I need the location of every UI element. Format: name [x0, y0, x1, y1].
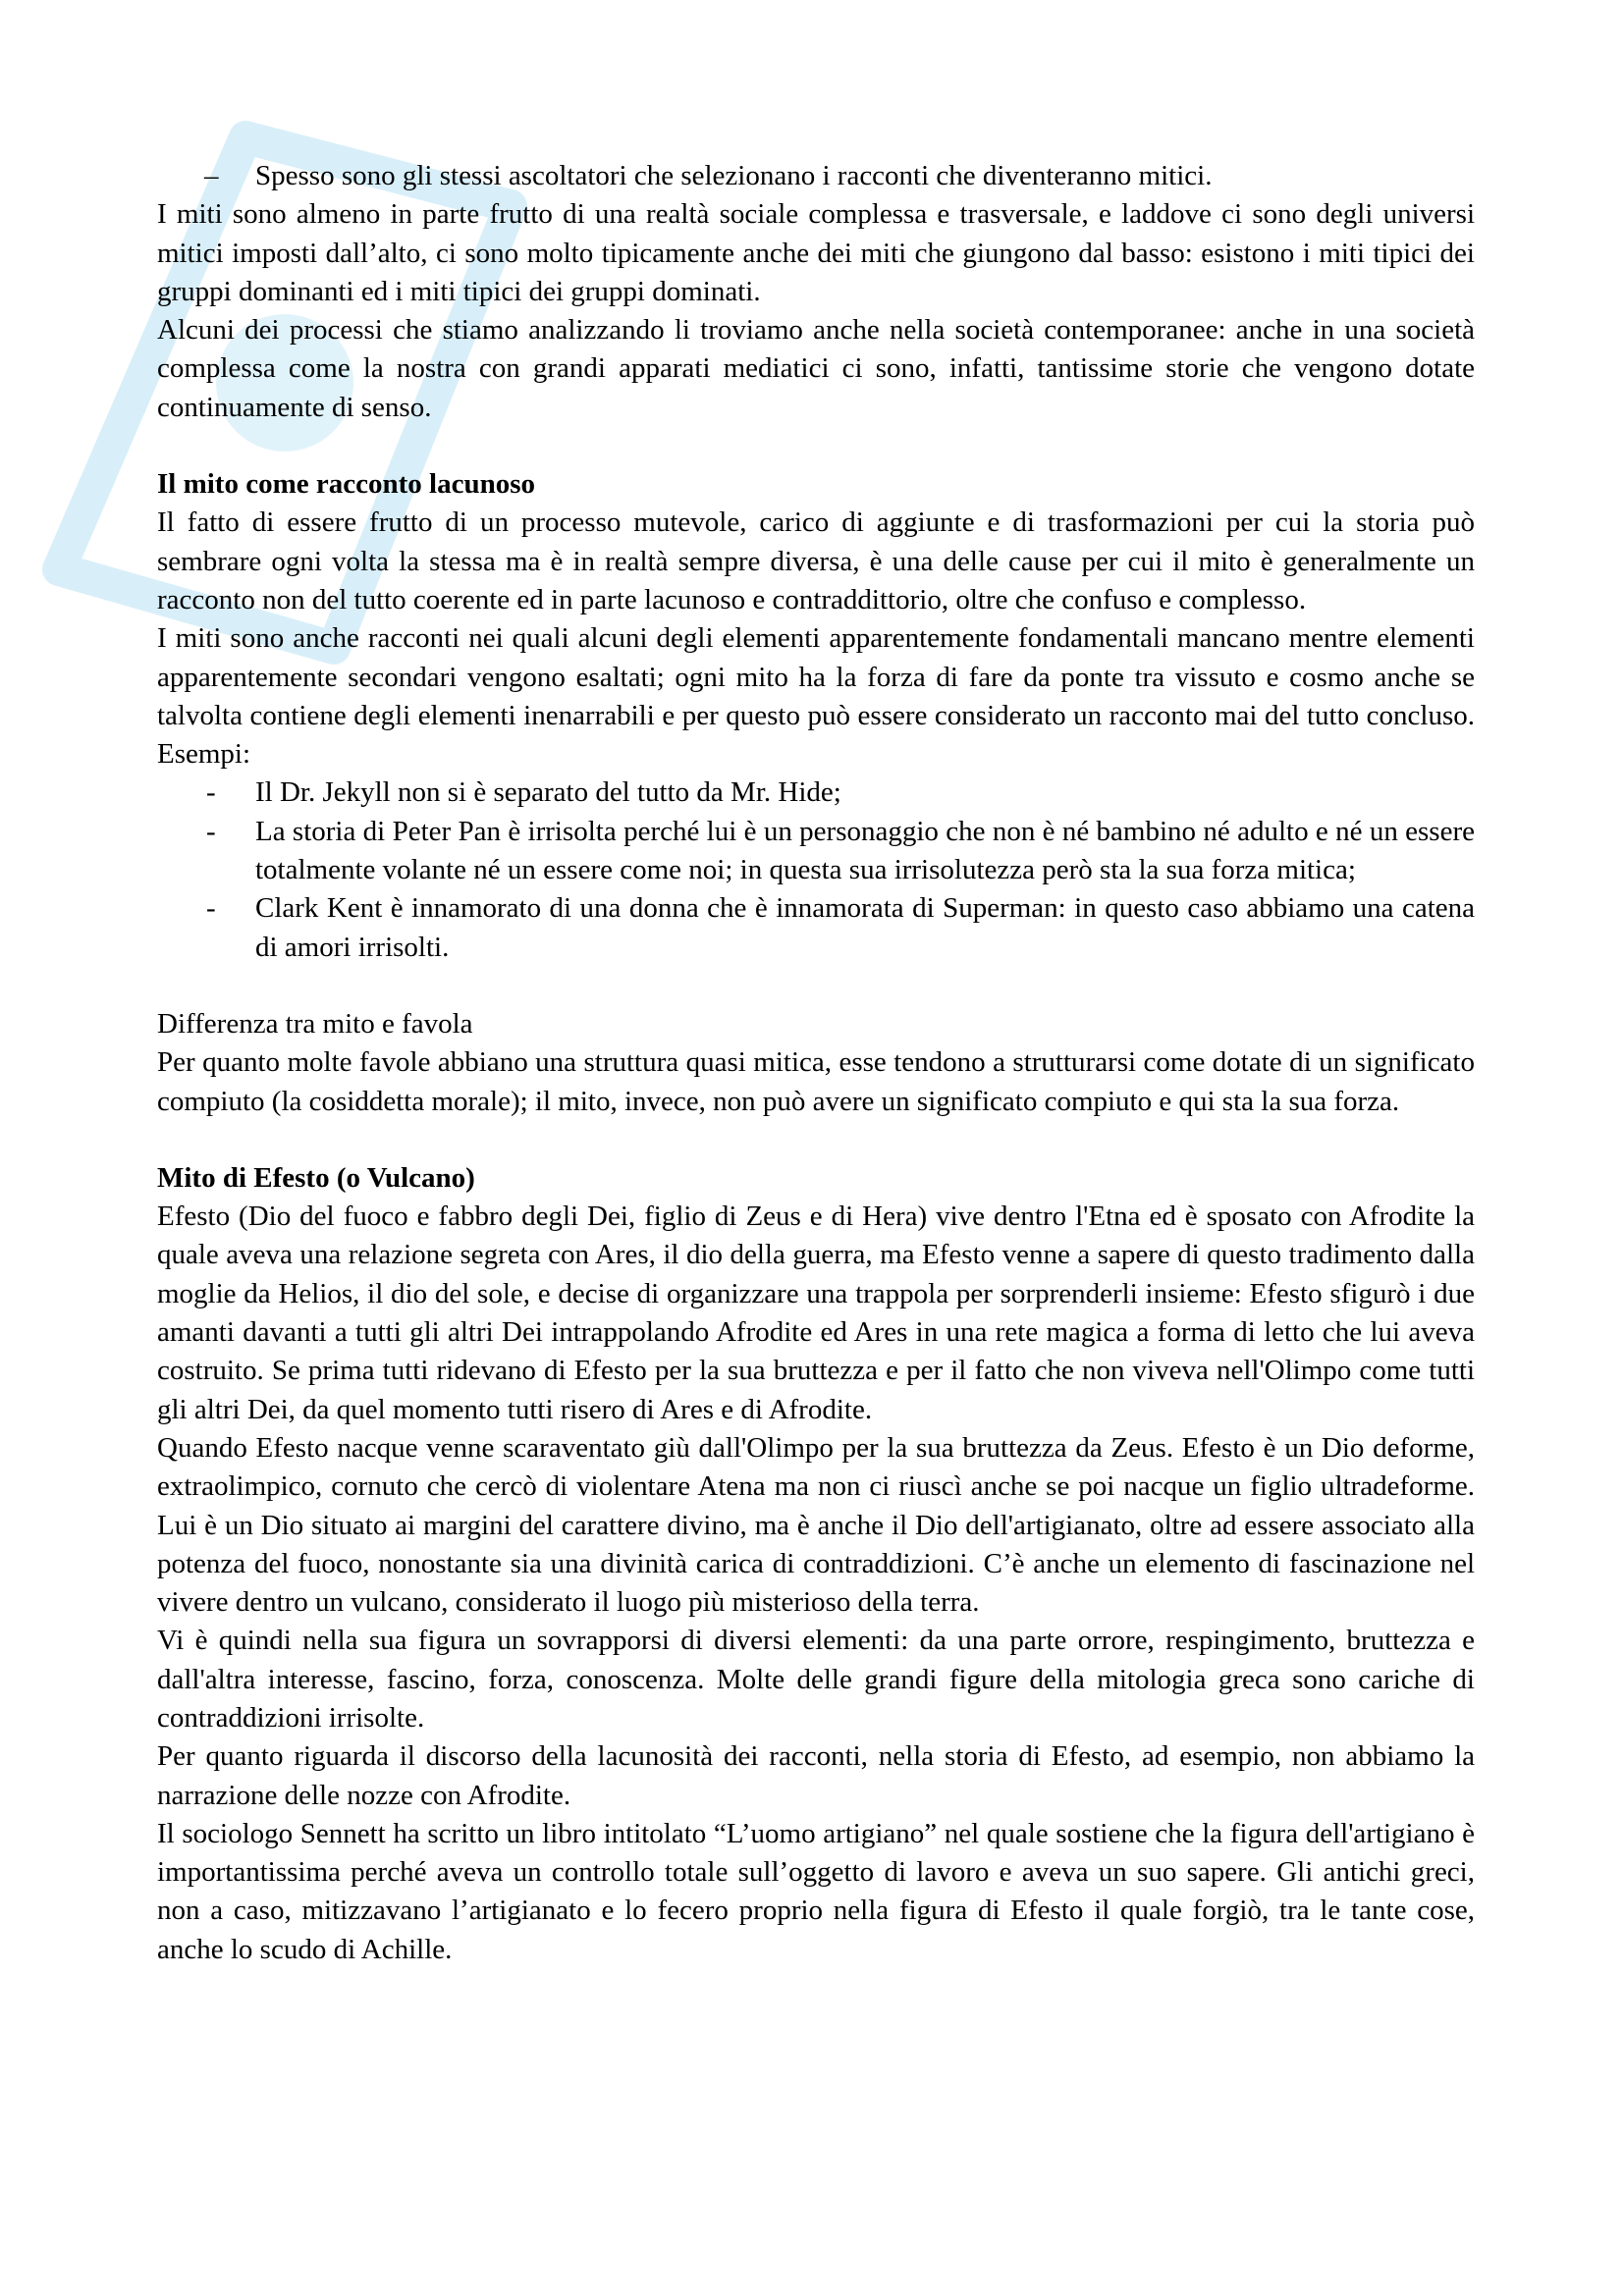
intro-paragraph: I miti sono almeno in parte frutto di una realtà sociale complessa e trasversale, e laddove ci sono degli universi mitici imposti dall’alto, ci sono molto tipicamente anche dei miti che giungono dal basso: esistono i miti tipici dei gruppi dominanti ed i miti tipici dei gruppi dominati.	[157, 198, 1475, 307]
section-paragraph: Per quanto riguarda il discorso della lacunosità dei racconti, nella storia di Efesto, ad esempio, non abbiamo la narrazione delle nozze con Afrodite.	[157, 1740, 1475, 1811]
list-item-text: Il Dr. Jekyll non si è separato del tutto da Mr. Hide;	[255, 776, 841, 809]
section-paragraph: Quando Efesto nacque venne scaraventato giù dall'Olimpo per la sua bruttezza da Zeus. Efesto è un Dio deforme, extraolimpico, cornuto che cercò di violentare Atena ma non ci riuscì anche se poi nacque un figlio ultradeforme. Lui è un Dio situato ai margini del carattere divino, ma è anche il Dio dell'artigianato, oltre ad essere associato alla potenza del fuoco, nonostante sia una divinità carica di contraddizioni. C’è anche un elemento di fascinazione nel vivere dentro un vulcano, considerato il luogo più misterioso della terra.	[157, 1431, 1475, 1619]
dash-bullet: -	[206, 815, 216, 847]
list-item	[157, 774, 1475, 812]
dash-bullet: –	[204, 160, 219, 191]
section-paragraph: Per quanto molte favole abbiano una struttura quasi mitica, esse tendono a strutturarsi come dotate di un significato compiuto (la cosiddetta morale); il mito, invece, non può avere un significato compiuto e qui sta la sua forza.	[157, 1046, 1475, 1117]
intro-list-item	[157, 157, 1475, 195]
document-page	[157, 157, 1475, 1969]
list-item-text: Spesso sono gli stessi ascoltatori che selezionano i racconti che diventeranno mitici.	[255, 160, 1213, 191]
examples-list	[157, 774, 1475, 966]
intro-paragraph: Alcuni dei processi che stiamo analizzando li troviamo anche nella società contemporanee: anche in una società complessa come la nostra con grandi apparati mediatici ci sono, infatti, tantissime storie che vengono dotate continuamente di senso.	[157, 314, 1475, 423]
intro-list	[157, 157, 1475, 195]
section-heading: Il mito come racconto lacunoso	[157, 468, 535, 501]
list-item-text: La storia di Peter Pan è irrisolta perché lui è un personaggio che non è né bambino né adulto e né un essere totalmente volante né un essere come noi; in questa sua irrisolutezza però sta la sua forza mitica;	[255, 815, 1475, 886]
section-paragraph: Vi è quindi nella sua figura un sovrapporsi di diversi elementi: da una parte orrore, respingimento, bruttezza e dall'altra interesse, fascino, forza, conoscenza. Molte delle grandi figure della mitologia greca sono cariche di contraddizioni irrisolte.	[157, 1625, 1475, 1734]
dash-bullet: -	[206, 776, 216, 809]
section-paragraph: Il fatto di essere frutto di un processo mutevole, carico di aggiunte e di trasformazioni per cui la storia può sembrare ogni volta la stessa ma è in realtà sempre diversa, è una delle cause per cui il mito è generalmente un racconto non del tutto coerente ed in parte lacunoso e contraddittorio, oltre che confuso e complesso.	[157, 507, 1475, 615]
section-heading: Mito di Efesto (o Vulcano)	[157, 1161, 475, 1194]
section-paragraph: Efesto (Dio del fuoco e fabbro degli Dei, figlio di Zeus e di Hera) vive dentro l'Etna ed è sposato con Afrodite la quale aveva una relazione segreta con Ares, il dio della guerra, ma Efesto venne a sapere di questo tradimento dalla moglie da Helios, il dio del sole, e decise di organizzare una trappola per sorprenderli insieme: Efesto sfigurò i due amanti davanti a tutti gli altri Dei intrappolando Afrodite ed Ares in una rete magica a forma di letto che lui aveva costruito. Se prima tutti ridevano di Efesto per la sua bruttezza e per il fatto che non viveva nell'Olimpo come tutti gli altri Dei, da quel momento tutti risero di Ares e di Afrodite.	[157, 1201, 1475, 1425]
list-item	[157, 813, 1475, 890]
section-paragraph: I miti sono anche racconti nei quali alcuni degli elementi apparentemente fondamentali mancano mentre elementi apparentemente secondari vengono esaltati; ogni mito ha la forza di fare da ponte tra vissuto e cosmo anche se talvolta contiene degli elementi inenarrabili e per questo può essere considerato un racconto mai del tutto concluso. Esempi:	[157, 622, 1475, 771]
section-heading: Differenza tra mito e favola	[157, 1007, 473, 1040]
dash-bullet: -	[206, 892, 216, 925]
list-item	[157, 889, 1475, 967]
section-paragraph: Il sociologo Sennett ha scritto un libro intitolato “L’uomo artigiano” nel quale sostiene che la figura dell'artigiano è importantissima perché aveva un controllo totale sull’oggetto di lavoro e aveva un suo sapere. Gli antichi greci, non a caso, mitizzavano l’artigianato e lo fecero proprio nella figura di Efesto il quale forgiò, tra le tante cose, anche lo scudo di Achille.	[157, 1817, 1475, 1965]
list-item-text: Clark Kent è innamorato di una donna che è innamorata di Superman: in questo caso abbiamo una catena di amori irrisolti.	[255, 892, 1475, 963]
